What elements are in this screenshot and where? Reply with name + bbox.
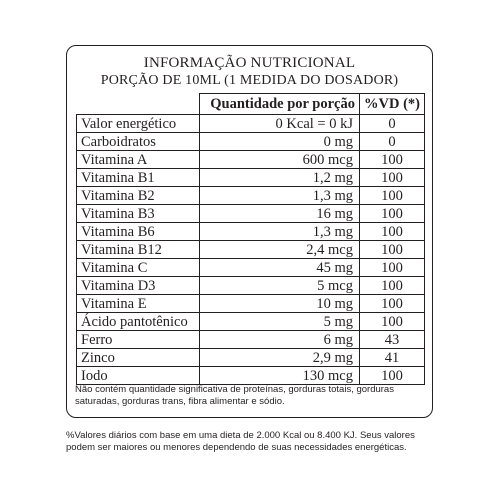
- nutrient-name: Iodo: [77, 367, 200, 385]
- nutrient-name: Vitamina E: [77, 295, 200, 313]
- panel-subtitle: PORÇÃO DE 10ML (1 MEDIDA DO DOSADOR): [100, 73, 399, 88]
- nutrient-name: Vitamina D3: [77, 277, 200, 295]
- table-row: [77, 259, 425, 277]
- footnote-not-significant: Não contém quantidade significativa de proteínas, gorduras totais, gorduras saturadas, gorduras trans, fibra alimentar e sódio.: [75, 384, 394, 407]
- header-empty-cell: [77, 94, 200, 115]
- table-row: [77, 169, 425, 187]
- nutrient-vd: 100: [360, 187, 425, 205]
- nutrient-name: Vitamina B12: [77, 241, 200, 259]
- table-row: [77, 205, 425, 223]
- nutrient-quantity: 1,3 mg: [200, 187, 360, 205]
- nutrient-name: Ferro: [77, 331, 200, 349]
- table-row: [77, 349, 425, 367]
- nutrient-name: Vitamina B2: [77, 187, 200, 205]
- nutrient-quantity: 10 mg: [200, 295, 360, 313]
- nutrient-quantity: 45 mg: [200, 259, 360, 277]
- nutrient-quantity: 5 mcg: [200, 277, 360, 295]
- nutrient-quantity: 2,4 mcg: [200, 241, 360, 259]
- nutrient-vd: 100: [360, 151, 425, 169]
- nutrient-name: Carboidratos: [77, 133, 200, 151]
- nutrient-quantity: 2,9 mg: [200, 349, 360, 367]
- nutrient-vd: 100: [360, 259, 425, 277]
- nutrient-quantity: 600 mcg: [200, 151, 360, 169]
- nutrient-vd: 100: [360, 241, 425, 259]
- table-row: [77, 187, 425, 205]
- table-header-row: [77, 94, 425, 115]
- nutrient-vd: 41: [360, 349, 425, 367]
- nutrient-quantity: 5 mg: [200, 313, 360, 331]
- nutrient-vd: 43: [360, 331, 425, 349]
- table-row: [77, 241, 425, 259]
- nutrient-quantity: 1,3 mg: [200, 223, 360, 241]
- nutrient-quantity: 130 mcg: [200, 367, 360, 385]
- nutrient-name: Vitamina C: [77, 259, 200, 277]
- nutrient-quantity: 6 mg: [200, 331, 360, 349]
- nutrient-name: Vitamina A: [77, 151, 200, 169]
- nutrient-vd: 100: [360, 367, 425, 385]
- table-row: [77, 133, 425, 151]
- table-body: [77, 115, 425, 385]
- table-row: [77, 151, 425, 169]
- table-row: [77, 277, 425, 295]
- nutrient-vd: 100: [360, 205, 425, 223]
- table-row: [77, 313, 425, 331]
- nutrient-vd: 100: [360, 277, 425, 295]
- table-row: [77, 115, 425, 133]
- panel-title: INFORMAÇÃO NUTRICIONAL: [143, 55, 356, 71]
- header-quantity: Quantidade por porção: [200, 94, 360, 115]
- nutrient-name: Ácido pantotênico: [77, 313, 200, 331]
- nutrient-quantity: 0 mg: [200, 133, 360, 151]
- nutrient-vd: 0: [360, 115, 425, 133]
- nutrient-quantity: 0 Kcal = 0 kJ: [200, 115, 360, 133]
- nutrient-vd: 100: [360, 223, 425, 241]
- table-row: [77, 223, 425, 241]
- nutrient-vd: 0: [360, 133, 425, 151]
- table-row: [77, 367, 425, 385]
- table-row: [77, 295, 425, 313]
- nutrition-facts-panel: [66, 45, 433, 418]
- nutrient-vd: 100: [360, 313, 425, 331]
- nutrient-vd: 100: [360, 169, 425, 187]
- nutrition-table: [76, 93, 425, 385]
- nutrient-name: Zinco: [77, 349, 200, 367]
- nutrient-quantity: 1,2 mg: [200, 169, 360, 187]
- nutrient-quantity: 16 mg: [200, 205, 360, 223]
- nutrient-name: Valor energético: [77, 115, 200, 133]
- footnote-daily-values: %Valores diários com base em uma dieta de 2.000 Kcal ou 8.400 KJ. Seus valores podem ser maiores ou menores dependendo de suas necessidades energéticas.: [66, 430, 415, 453]
- nutrient-name: Vitamina B6: [77, 223, 200, 241]
- table-row: [77, 331, 425, 349]
- header-vd: %VD (*): [360, 94, 425, 115]
- nutrient-name: Vitamina B1: [77, 169, 200, 187]
- nutrient-name: Vitamina B3: [77, 205, 200, 223]
- nutrient-vd: 100: [360, 295, 425, 313]
